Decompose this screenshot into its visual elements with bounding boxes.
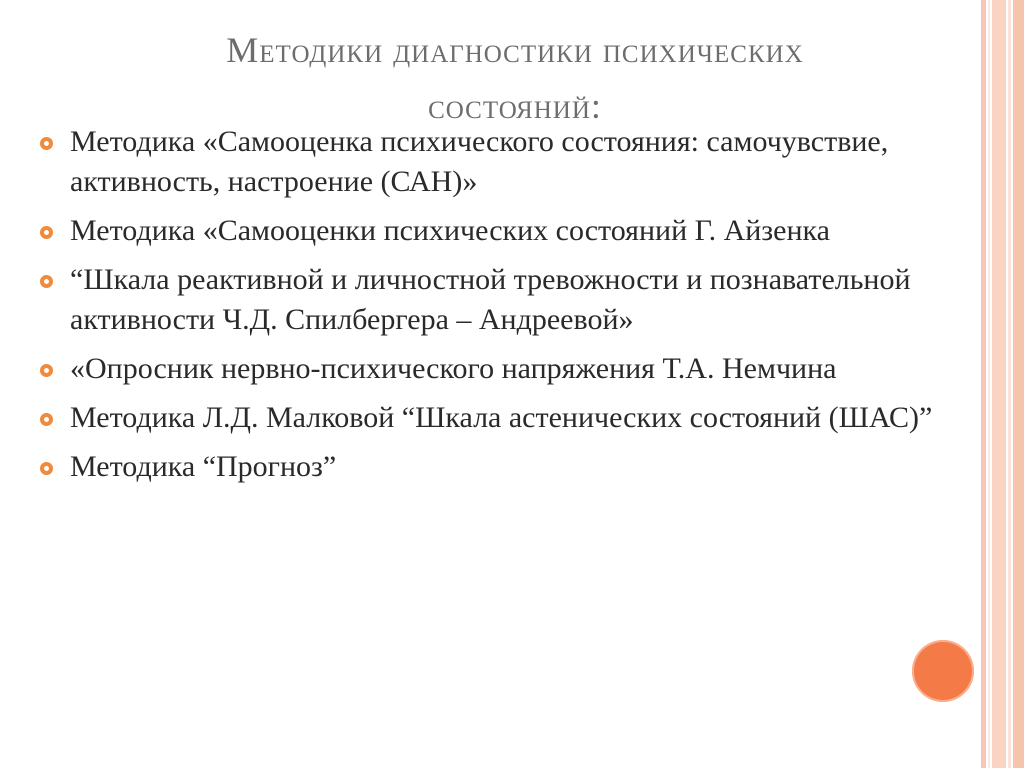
list-item: [40, 211, 940, 251]
slide-title-line-2: состояний:: [428, 86, 602, 126]
list-item: [40, 398, 940, 438]
list-item: [40, 122, 940, 202]
ring-bullet-icon: [40, 275, 53, 288]
ring-bullet-icon: [40, 226, 53, 239]
list-item-text: Методика Л.Д. Малковой “Шкала астенических состояний (ШАС)”: [70, 401, 933, 434]
ring-bullet-icon: [40, 364, 53, 377]
decorative-stripe: [1008, 0, 1011, 768]
ring-bullet-icon: [40, 413, 53, 426]
list-item: [40, 349, 940, 389]
list-item: [40, 260, 940, 340]
decorative-stripe: [981, 0, 986, 768]
slide-title: [60, 22, 970, 134]
list-item-text: Методика «Самооценка психического состояния: самочувствие, активность, настроение (САН)»: [70, 125, 889, 198]
orange-circle-decoration: [912, 640, 974, 702]
list-item-text: «Опросник нервно-психического напряжения Т.А. Немчина: [70, 352, 837, 385]
decorative-stripe: [988, 0, 990, 768]
ring-bullet-icon: [40, 137, 53, 150]
bullet-list: [40, 122, 940, 496]
list-item-text: Методика “Прогноз”: [70, 450, 337, 483]
ring-bullet-icon: [40, 462, 53, 475]
list-item-text: “Шкала реактивной и личностной тревожности и познавательной активности Ч.Д. Спилбергера – Андреевой»: [70, 263, 911, 336]
decorative-stripe: [1013, 0, 1024, 768]
list-item-text: Методика «Самооценки психических состояний Г. Айзенка: [70, 214, 830, 247]
list-item: [40, 447, 940, 487]
decorative-stripe: [992, 0, 1006, 768]
slide-title-line-1: Методики диагностики психических: [226, 30, 804, 70]
